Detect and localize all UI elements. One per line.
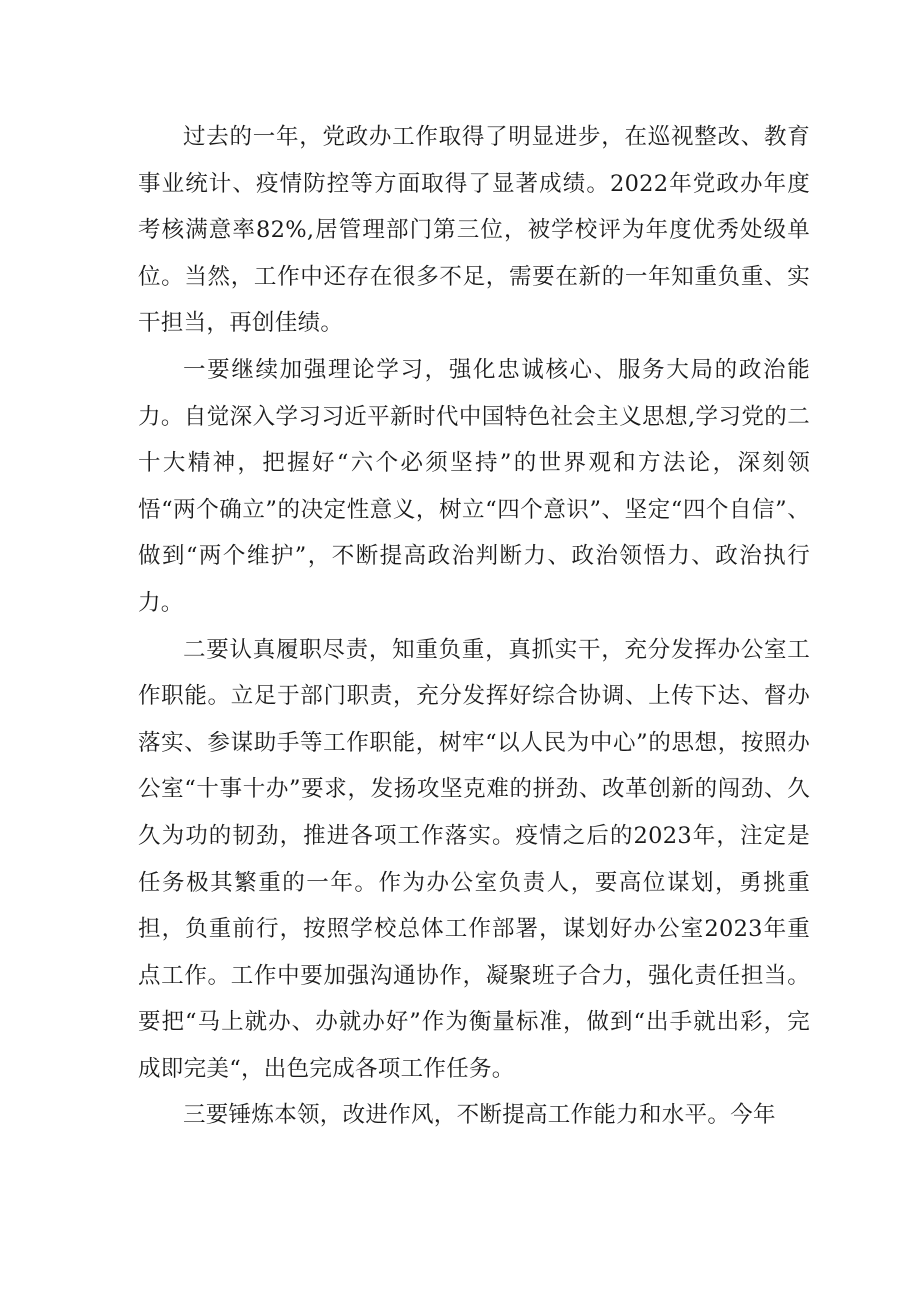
paragraph-theory-study: 一要继续加强理论学习，强化忠诚核心、服务大局的政治能力。自觉深入学习习近平新时代中国特色社会主义思想,学习党的二十大精神，把握好“六个必须坚持”的世界观和方法论，深刻领悟“两个确立”的决定性意义，树立“四个意识”、坚定“四个自信”、做到“两个维护”，不断提高政治判断力、政治领悟力、政治执行力。: [138, 356, 810, 616]
paragraph-summary: 过去的一年，党政办工作取得了明显进步，在巡视整改、教育事业统计、疫情防控等方面取得了显著成绩。2022年党政办年度考核满意率82%,居管理部门第三位，被学校评为年度优秀处级单位。当然，工作中还存在很多不足，需要在新的一年知重负重、实干担当，再创佳绩。: [138, 124, 810, 337]
paragraph-duty-performance: 二要认真履职尽责，知重负重，真抓实干，充分发挥办公室工作职能。立足于部门职责，充分发挥好综合协调、上传下达、督办落实、参谋助手等工作职能，树牢“以人民为中心”的思想，按照办公室“十事十办”要求，发扬攻坚克难的拼劲、改革创新的闯劲、久久为功的韧劲，推进各项工作落实。疫情之后的2023年，注定是任务极其繁重的一年。作为办公室负责人，要高位谋划，勇挑重担，负重前行，按照学校总体工作部署，谋划好办公室2023年重点工作。工作中要加强沟通协作，凝聚班子合力，强化责任担当。要把“马上就办、办就办好”作为衡量标准，做到“出手就出彩，完成即完美“，出色完成各项工作任务。: [138, 636, 810, 1082]
document-body: [138, 114, 810, 1139]
paragraph-skill-improvement: 三要锤炼本领，改进作风，不断提高工作能力和水平。今年: [183, 1102, 776, 1129]
